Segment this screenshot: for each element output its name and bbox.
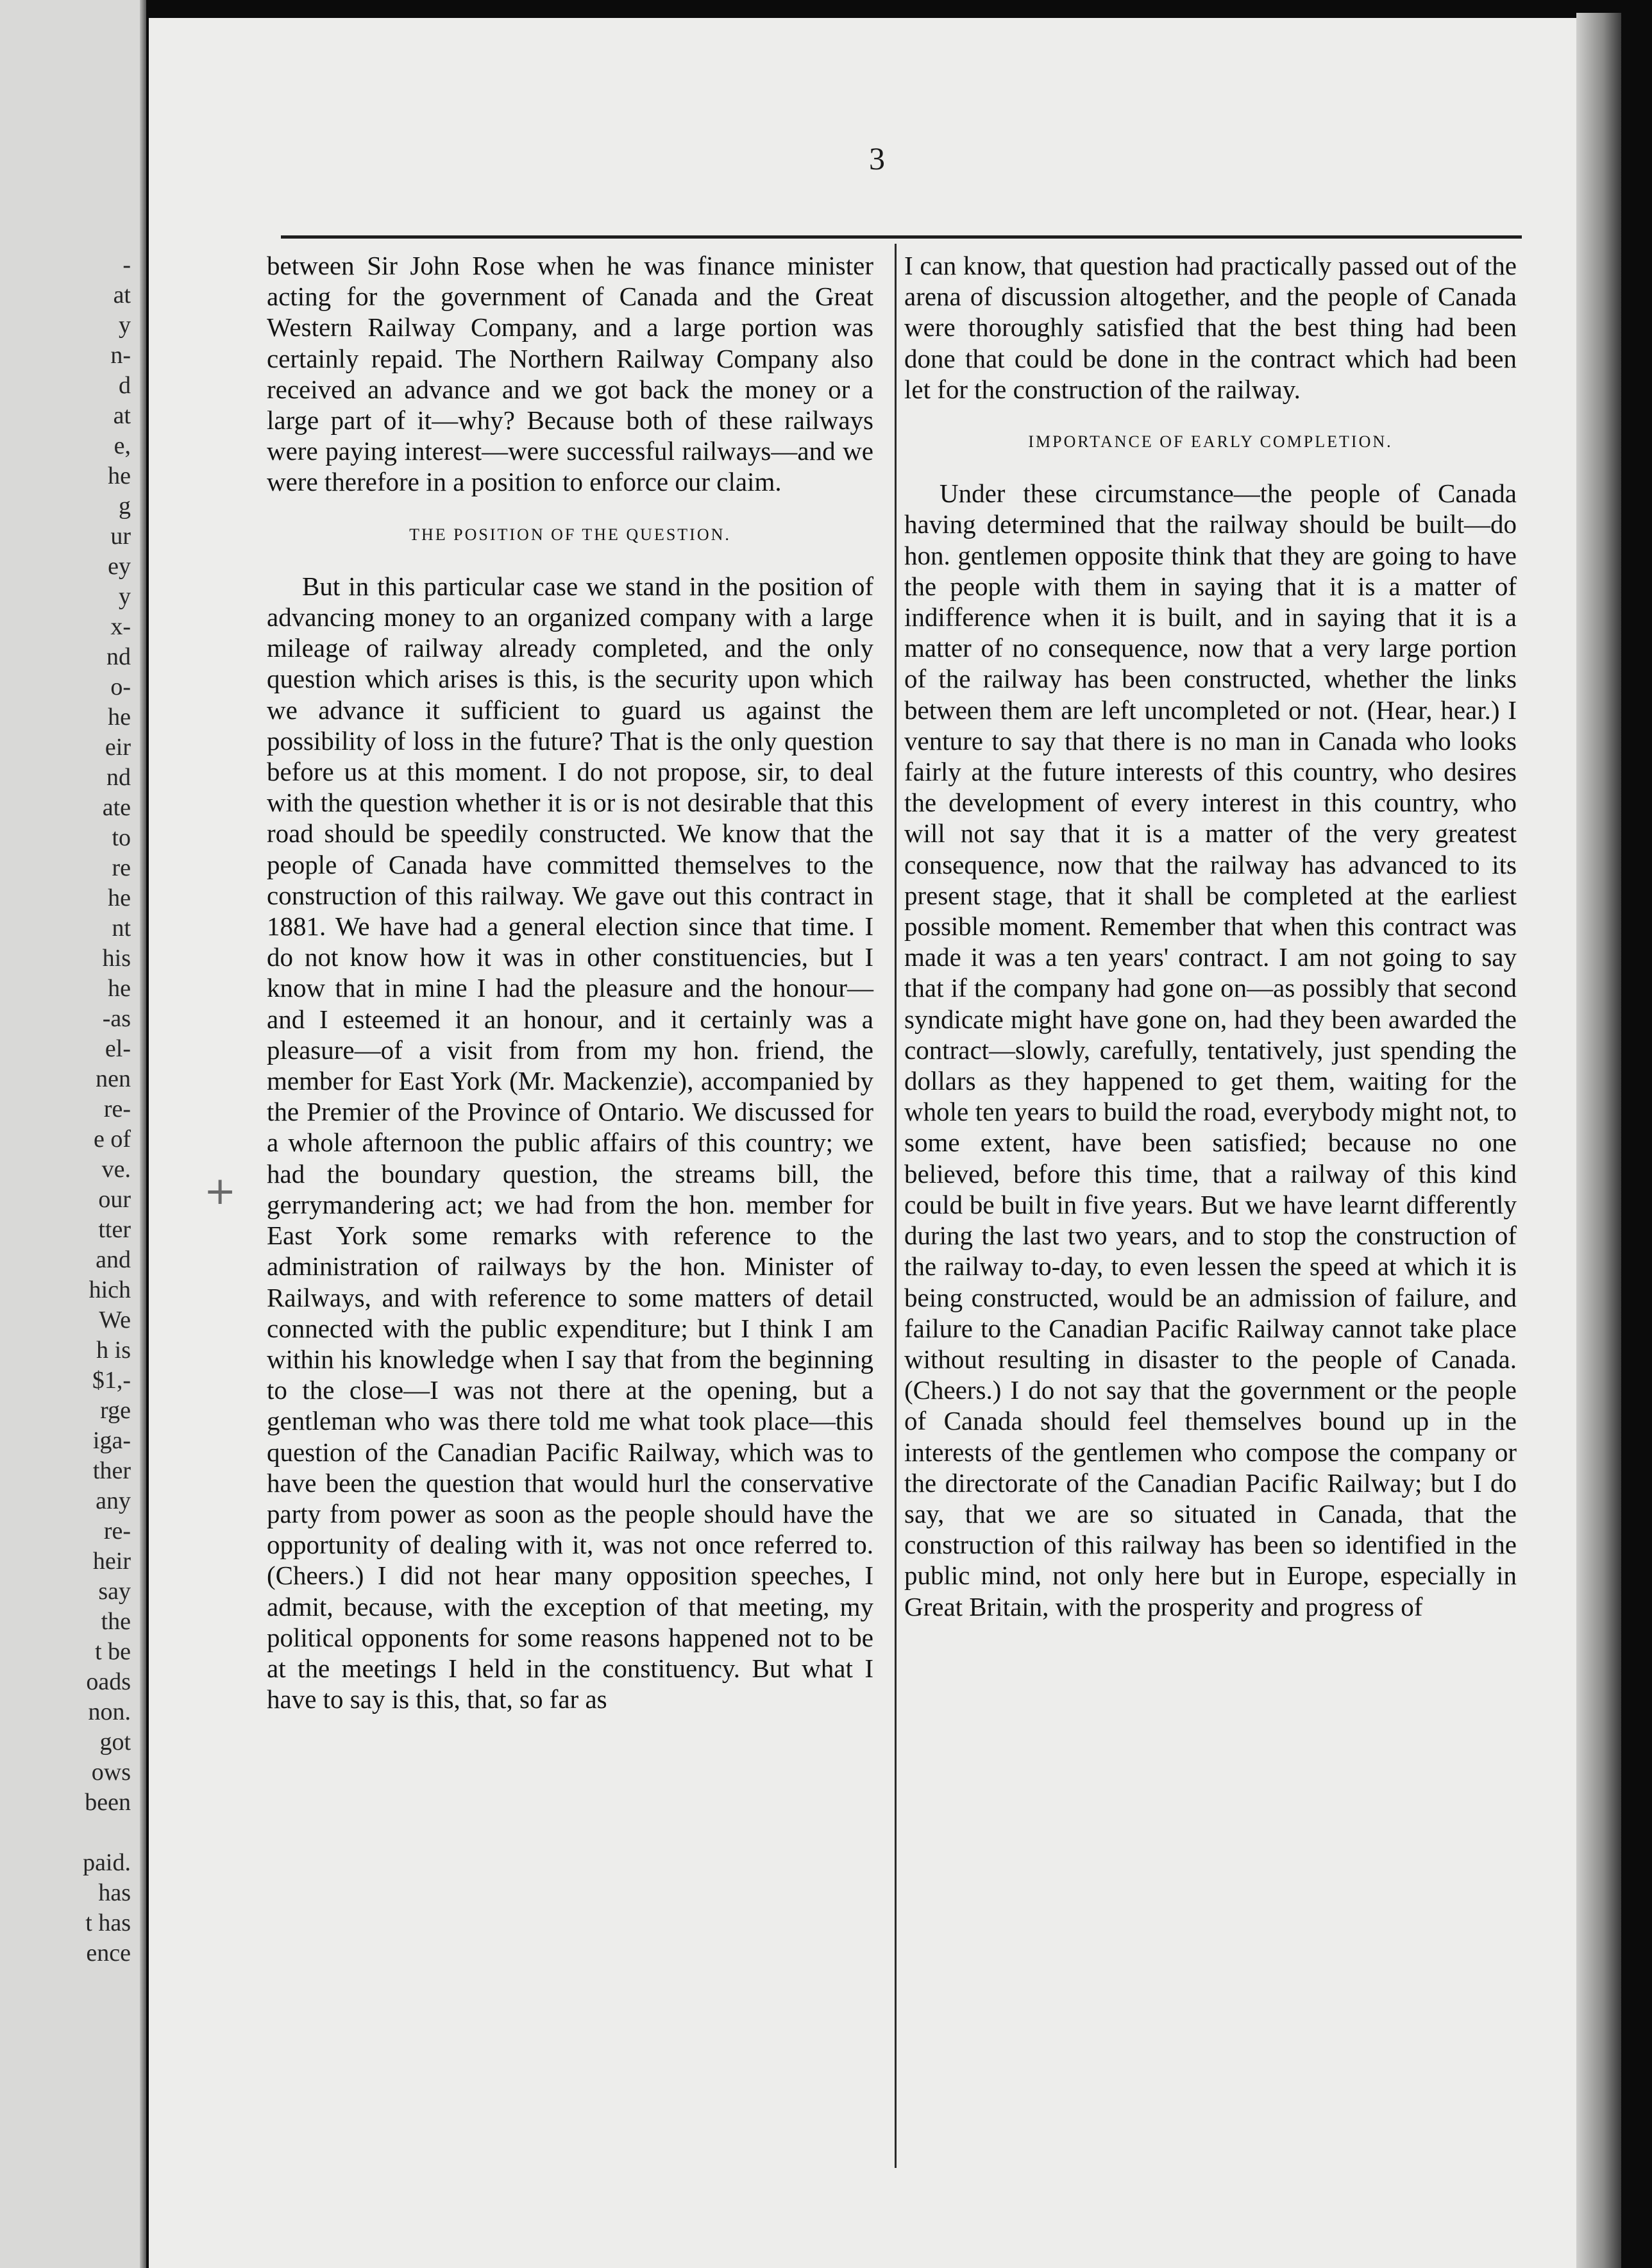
- previous-page-fragment: tter: [98, 1216, 131, 1243]
- previous-page-fragment: ur: [110, 523, 131, 550]
- right-paragraph-2: Under these circumstance—the people of Canada having determined that the railway should be built—do hon. gentlemen opposite think that they are going to have the people with them in saying that it is a matter of indifference when it is built, and in saying that it is a matter of no consequence, now that a very large portion of the railway has been constructed, whether the links between them are left uncompleted or not. (Hear, hear.) I venture to say that there is no man in Canada who looks fairly at the future interests of this country, who desires the development of every interest in this country, who will not say that it is a matter of the very greatest consequence, now that the railway has advanced to its present stage, that it shall be completed at the earliest possible moment. Remember that when this contract was made it was a ten years' contract. I am not going to say that if the company had gone on—as possibly that second syndicate might have gone on, had they been awarded the contract—slowly, carefully, tentatively, just spending the dollars as they happened to get them, waiting for the whole ten years to build the road, everybody might not, to some extent, have been satisfied; because no one believed, before this time, that a railway of this kind could be built in five years. But we have learnt differently during the last two years, and to stop the construction of the railway to-day, to even lessen the speed at which it is being constructed, would be an admission of failure, and failure to the Canadian Pacific Railway cannot take place without resulting in disaster to the people of Canada. (Cheers.) I do not say that the government or the people of Canada should feel themselves bound up in the interests of the gentlemen who compose the company or the directorate of the Canadian Pacific Railway; but I do say, that we are so situated in Canada, that the construction of this railway has been so identified in the public mind, not only here but in Europe, especially in Great Britain, with the prosperity and progress of: [904, 478, 1517, 1621]
- previous-page-fragment: [83, 1818, 131, 1848]
- previous-page-fragment: d: [119, 372, 131, 399]
- previous-page-fragment: eir: [105, 734, 131, 761]
- previous-page-fragment: got: [99, 1729, 131, 1756]
- previous-page-fragment: hich: [88, 1276, 131, 1303]
- previous-page-fragment: ence: [86, 1940, 131, 1967]
- handwritten-margin-mark: +: [204, 1169, 237, 1214]
- previous-page-fragment: t be: [95, 1638, 131, 1665]
- previous-page-fragment: -: [122, 251, 131, 278]
- previous-page-fragment: y: [119, 583, 131, 610]
- previous-page-fragment: re-: [103, 1096, 131, 1122]
- previous-page-fragment: $1,-: [92, 1367, 131, 1394]
- previous-page-fragment: re: [112, 854, 131, 881]
- right-paragraph-1: I can know, that question had practically passed out of the arena of discussion altogether, and the people of Canada were thoroughly satisfied that the best thing had been done that could be done in the contract which had been let for the construction of the railway.: [904, 251, 1517, 404]
- right-column: [904, 250, 1517, 1622]
- previous-page-fragment: he: [108, 462, 131, 489]
- previous-page-fragment: nen: [96, 1065, 131, 1092]
- previous-page-fragment: ve.: [101, 1156, 131, 1183]
- left-paragraph-2: But in this particular case we stand in the position of advancing money to an organized company with a large mileage of railway already completed, and the only question which arises is this, is the security upon which we advance it sufficient to guard us against the possibility of loss in the future? That is the only question before us at this moment. I do not propose, sir, to deal with the question whether it is or is not desirable that this road should be speedily constructed. We know that the people of Canada have committed themselves to the construction of this railway. We gave out this contract in 1881. We have had a general election since that time. I do not know how it was in other constituencies, but I know that in mine I had the pleasure and the honour—and I esteemed it an honour, and it certainly was a pleasure—of a visit from from my hon. friend, the member for East York (Mr. Mackenzie), accompanied by the Premier of the Province of Ontario. We discussed for a whole afternoon the public affairs of this country; we had the boundary question, the streams bill, the gerrymandering act; we had from the hon. member for East York some remarks with reference to the administration of railways by the hon. Minister of Railways, and with reference to some matters of detail connected with the public expenditure; but I think I am within his knowledge when I say that from the beginning to the close—I was not there at the opening, but a gentleman who was there told me what took place—this question of the Canadian Pacific Railway, which was to have been the question that would hurl the conservative party from power as soon as the people should have the opportunity of dealing with it, was not once referred to. (Cheers.) I did not hear many opposition speeches, I admit, because, with the exception of that meeting, my political opponents for some reasons happened not to be at the meetings I held in the constituency. But what I have to say is this, that, so far as: [267, 571, 873, 1714]
- previous-page-fragment: ate: [102, 794, 131, 821]
- previous-page-fragment: h is: [96, 1337, 131, 1364]
- previous-page-fragment: x-: [110, 613, 131, 640]
- previous-page-fragment: his: [102, 945, 131, 972]
- previous-page-fragment: been: [85, 1789, 131, 1816]
- previous-page-fragment: he: [108, 975, 131, 1002]
- previous-page-fragment: e of: [93, 1126, 131, 1153]
- header-rule: [281, 235, 1522, 239]
- previous-page-fragment: oads: [86, 1668, 131, 1695]
- previous-page-fragment: to: [112, 824, 131, 851]
- left-column: [267, 250, 873, 1714]
- previous-page-fragment: ther: [92, 1457, 131, 1484]
- previous-page-fragment: has: [98, 1879, 131, 1906]
- previous-page-fragment: nd: [106, 643, 131, 670]
- previous-page-fragment: We: [99, 1307, 131, 1333]
- left-section-heading: THE POSITION OF THE QUESTION.: [409, 525, 731, 544]
- previous-page-fragment: e,: [114, 432, 131, 459]
- right-section-heading: IMPORTANCE OF EARLY COMPLETION.: [1028, 432, 1393, 452]
- previous-page-fragment: the: [101, 1608, 131, 1635]
- previous-page-fragment: any: [96, 1487, 131, 1514]
- previous-page-text-fragments: [83, 250, 131, 1968]
- previous-page-fragment: non.: [88, 1698, 131, 1725]
- previous-page-fragment: re-: [103, 1518, 131, 1544]
- previous-page-edge: [0, 0, 146, 2268]
- previous-page-fragment: o-: [110, 673, 131, 700]
- previous-page-fragment: heir: [92, 1548, 131, 1575]
- page-number: 3: [869, 140, 885, 176]
- previous-page-fragment: at: [113, 282, 131, 309]
- previous-page-fragment: rge: [100, 1397, 131, 1424]
- previous-page-fragment: our: [98, 1186, 131, 1213]
- previous-page-fragment: n-: [110, 342, 131, 369]
- previous-page-fragment: nt: [112, 915, 131, 942]
- column-divider: [895, 244, 897, 2168]
- previous-page-fragment: at: [113, 402, 131, 429]
- previous-page-fragment: nd: [106, 764, 131, 791]
- previous-page-fragment: say: [98, 1578, 131, 1605]
- previous-page-fragment: and: [96, 1246, 131, 1273]
- previous-page-fragment: t has: [85, 1909, 131, 1936]
- previous-page-fragment: he: [108, 704, 131, 731]
- previous-page-fragment: ey: [108, 553, 131, 580]
- previous-page-fragment: -as: [102, 1005, 131, 1032]
- previous-page-fragment: he: [108, 884, 131, 911]
- previous-page-fragment: iga-: [92, 1427, 131, 1454]
- page-edge-shadow: [1576, 13, 1621, 2268]
- previous-page-fragment: el-: [105, 1035, 131, 1062]
- previous-page-fragment: y: [119, 312, 131, 339]
- previous-page-fragment: ows: [91, 1759, 131, 1786]
- previous-page-fragment: paid.: [83, 1849, 131, 1876]
- previous-page-fragment: g: [119, 493, 131, 520]
- book-gutter: [140, 0, 146, 2268]
- left-paragraph-1: between Sir John Rose when he was finance minister acting for the government of Canada and the Great Western Railway Company, and a large portion was certainly repaid. The Northern Railway Company also received an advance and we got back the money or a large part of it—why? Because both of these railways were paying interest—were successful railways—and we were therefore in a position to enforce our claim.: [267, 251, 873, 497]
